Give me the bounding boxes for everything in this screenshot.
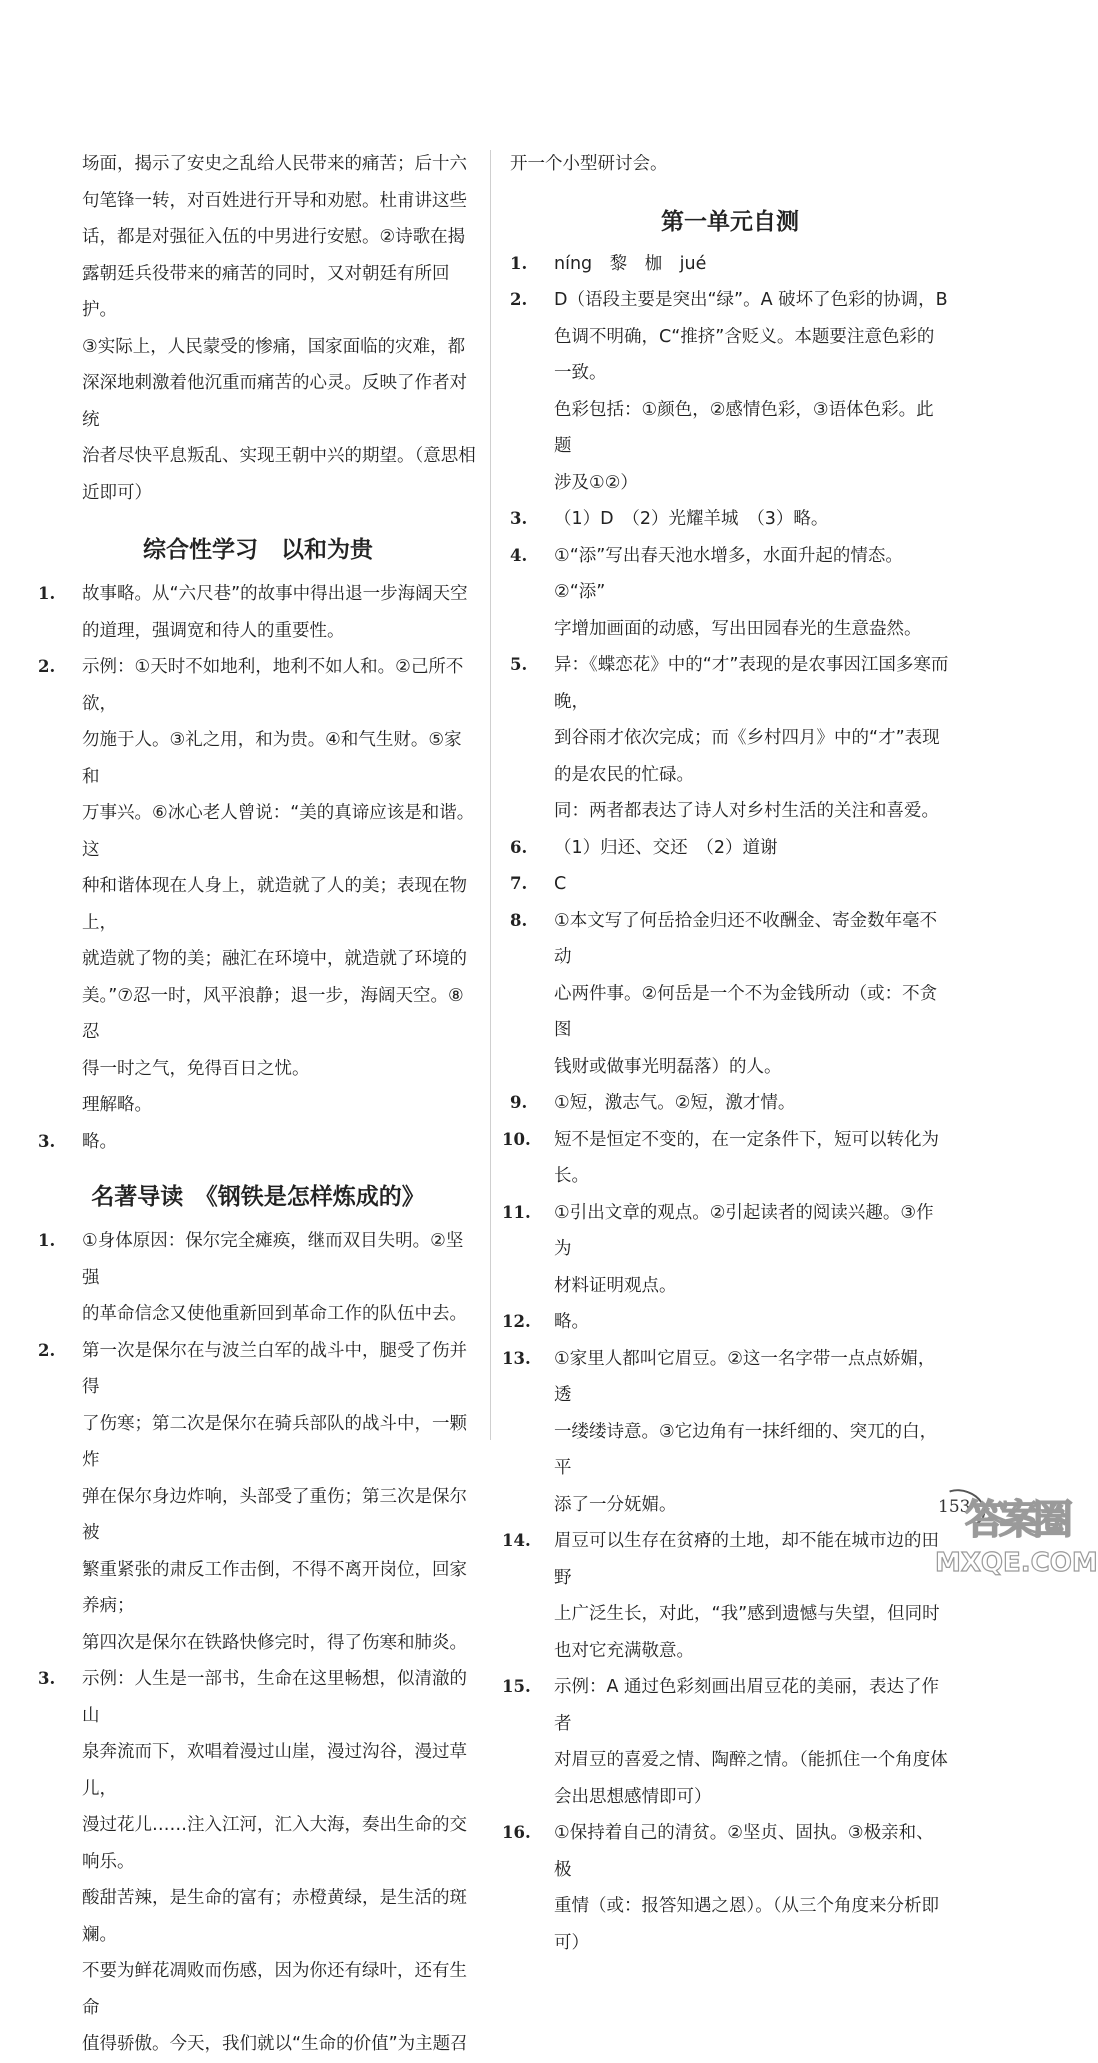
list-item [510,830,950,867]
text-line: ①家里人都叫它眉豆。②这一名字带一点点娇媚，透 [554,1348,936,1405]
text-line: 勿施于人。③礼之用，和为贵。④和气生财。⑤家和 [82,730,462,787]
text-line: ①“添”写出春天池水增多，水面升起的情态。 ②“添” [554,545,912,602]
text-line: 色调不明确，C“推挤”含贬义。本题要注意色彩的一致。 [554,326,935,383]
text-line: （1）归还、交还 （2）道谢 [554,837,778,858]
text-line: 就造就了物的美；融汇在环境中，就造就了环境的 [82,949,467,969]
text-line: 色彩包括：①颜色，②感情色彩，③语体色彩。此题 [554,399,934,456]
list-item [502,1341,950,1524]
item-number: 12. [502,1312,531,1331]
text-line: 露朝廷兵役带来的痛苦的同时，又对朝廷有所回护。 [82,263,450,320]
text-line: níng 黎 枷 jué [554,253,707,274]
item-number: 5. [510,655,528,674]
text-line: 示例：A 通过色彩刻画出眉豆花的美丽，表达了作者 [554,1677,940,1734]
list-item [38,1223,478,1333]
text-line: 场面，揭示了安史之乱给人民带来的痛苦；后十六 [82,154,467,174]
text-line: 万事兴。⑥冰心老人曾说：“美的真谛应该是和谐。这 [82,803,475,860]
list-item [38,1333,478,1662]
text-line: 值得骄傲。今天，我们就以“生命的价值”为主题召 [82,2034,468,2054]
list-item [510,903,950,1086]
list-item [510,866,950,903]
list-item [38,649,478,1087]
text-line: 心两件事。②何岳是一个不为金钱所动（或：不贪图 [554,983,938,1040]
text-line: ①保持着自己的清贫。②坚贞、固执。③极亲和、极 [554,1823,934,1880]
text-line: 略。 [82,1131,117,1152]
text-line: 添了一分妩媚。 [554,1494,677,1515]
column-divider [490,150,491,1440]
text-line: 酸甜苦辣，是生命的富有；赤橙黄绿，是生活的斑斓。 [82,1888,467,1945]
list-item [510,282,950,501]
text-line: 美。”⑦忍一时，风平浪静；退一步，海阔天空。⑧忍 [82,985,464,1042]
text-line: 漫过花儿……注入江河，汇入大海，奏出生命的交响乐。 [82,1815,467,1872]
item-number: 3. [38,1131,56,1151]
text-line: 钱财或做事光明磊落）的人。 [554,1056,782,1077]
section2-items [38,1223,478,2063]
text-line: ①本文写了何岳拾金归还不收酬金、寄金数年毫不动 [554,910,938,967]
section-title: 名著导读 《钢铁是怎样炼成的》 [91,1184,425,1210]
text-line: 近即可） [82,482,152,503]
text-line: 不要为鲜花凋败而伤感，因为你还有绿叶，还有生命 [82,1961,467,2018]
text-line: 到谷雨才依次完成；而《乡村四月》中的“才”表现 [554,728,940,748]
text-line: 泉奔流而下，欢唱着漫过山崖，漫过沟谷，漫过草儿， [82,1742,467,1799]
text-line: ①短，激志气。②短，激才情。 [554,1093,796,1113]
text-line: 故事略。从“六尺巷”的故事中得出退一步海阔天空 [82,584,468,604]
text-line: 略。 [554,1312,589,1332]
item-number: 1. [38,1231,56,1250]
text-line: 异：《蝶恋花》中的“才”表现的是农事因江国多寒而晚， [554,655,949,712]
text-line: 种和谐体现在人身上，就造就了人的美；表现在物上， [82,876,467,933]
text-line: 的道理，强调宽和待人的重要性。 [82,620,345,641]
text-line: 的革命信念又使他重新回到革命工作的队伍中去。 [82,1304,467,1324]
text-line: 眉豆可以生存在贫瘠的土地，却不能在城市边的田野 [554,1531,939,1588]
text-line: 的是农民的忙碌。 [554,764,694,785]
watermark-url: MXQE.COM [935,1548,1098,1578]
text-line: 弹在保尔身边炸响，头部受了重伤；第三次是保尔被 [82,1486,467,1543]
item-number: 4. [510,545,528,565]
text-line: ①引出文章的观点。②引起读者的阅读兴趣。③作为 [554,1202,934,1259]
text-line: 也对它充满敬意。 [554,1640,694,1661]
text-line: 理解略。 [82,1095,152,1115]
item-number: 8. [510,910,528,930]
list-item [510,1085,950,1122]
section-title: 第一单元自测 [661,208,799,235]
text-line: 句笔锋一转，对百姓进行开导和劝慰。杜甫讲这些 [82,190,467,211]
item-number: 14. [502,1531,531,1550]
text-line: 重情（或：报答知遇之恩）。（从三个角度来分析即可） [554,1896,939,1953]
text-line: ①身体原因：保尔完全瘫痪，继而双目失明。②坚强 [82,1231,464,1288]
list-item [38,576,478,649]
item-number: 6. [510,837,528,857]
text-line: 涉及①②） [554,472,638,493]
list-item [38,1087,478,1124]
text-line: 材料证明观点。 [554,1275,677,1296]
item-number: 10. [502,1129,531,1149]
item-number: 11. [502,1202,531,1222]
text-line: （1）D （2）光耀羊城 （3）略。 [554,509,829,529]
text-line: 对眉豆的喜爱之情、陶醉之情。（能抓住一个角度体 [554,1750,948,1770]
left-continuation [38,146,478,511]
item-number: 16. [502,1823,531,1842]
item-number: 13. [502,1348,531,1368]
section1-items [38,576,478,1160]
item-number: 9. [510,1093,528,1112]
list-item [510,246,950,283]
text-line: ③实际上，人民蒙受的惨痛，国家面临的灾难，都 [82,336,466,357]
watermark-glyphs: 答案圈 [965,1497,1067,1543]
page-number: 153 [938,1497,971,1517]
text-line: 了伤寒；第二次是保尔在骑兵部队的战斗中，一颗炸 [82,1413,467,1470]
text-line: 会出思想感情即可） [554,1786,712,1807]
list-item [510,501,950,538]
list-item [38,1124,478,1161]
list-item [510,647,950,793]
item-number: 1. [510,253,528,273]
list-item [502,1304,950,1341]
left-column [38,150,478,2063]
item-number: 2. [38,657,56,676]
item-number: 2. [510,290,528,309]
text-line: 同：两者都表达了诗人对乡村生活的关注和喜爱。 [554,801,939,821]
list-item [502,1669,950,1815]
list-item [510,793,950,830]
item-number: 2. [38,1340,56,1360]
item-number: 15. [502,1677,531,1696]
text-line: 话，都是对强征入伍的中男进行安慰。②诗歌在揭 [82,227,466,247]
list-item [510,538,950,648]
item-number: 7. [510,874,528,893]
section-title: 综合性学习 以和为贵 [143,537,373,563]
text-line: 第一次是保尔在与波兰白军的战斗中，腿受了伤并得 [82,1340,467,1397]
text-line: 一缕缕诗意。③它边角有一抹纤细的、突兀的白，平 [554,1421,938,1478]
right-column [502,150,950,1961]
self-test-items [502,246,950,1962]
text-line: 治者尽快平息叛乱、实现王朝中兴的期望。（意思相 [82,446,476,466]
list-item [502,1523,950,1669]
text-line: 示例：人生是一部书，生命在这里畅想，似清澈的山 [82,1669,467,1726]
text-line: 开一个小型研讨会。 [510,154,668,174]
list-item [502,1122,950,1195]
text-line: 示例：①天时不如地利，地利不如人和。②己所不欲， [82,657,464,714]
text-line: 第四次是保尔在铁路快修完时，得了伤寒和肺炎。 [82,1632,467,1653]
text-line: 字增加画面的动感，写出田园春光的生意盎然。 [554,618,922,639]
page-number-badge [918,1488,971,1522]
list-item [502,1195,950,1305]
text-line: 深深地刺激着他沉重而痛苦的心灵。反映了作者对统 [82,373,467,430]
item-number: 3. [38,1669,56,1688]
text-line: 得一时之气，免得百日之忧。 [82,1058,310,1079]
text-line: 短不是恒定不变的，在一定条件下，短可以转化为长。 [554,1129,939,1186]
list-item [38,1661,478,2063]
item-number: 3. [510,509,528,528]
text-line: 繁重紧张的肃反工作击倒，不得不离开岗位，回家养病； [82,1559,467,1616]
text-line: 上广泛生长，对此，“我”感到遗憾与失望，但同时 [554,1604,940,1624]
text-line: C [554,874,567,894]
list-item [502,1815,950,1961]
text-line: D（语段主要是突出“绿”。A 破坏了色彩的协调，B [554,290,948,310]
item-number: 1. [38,584,56,603]
